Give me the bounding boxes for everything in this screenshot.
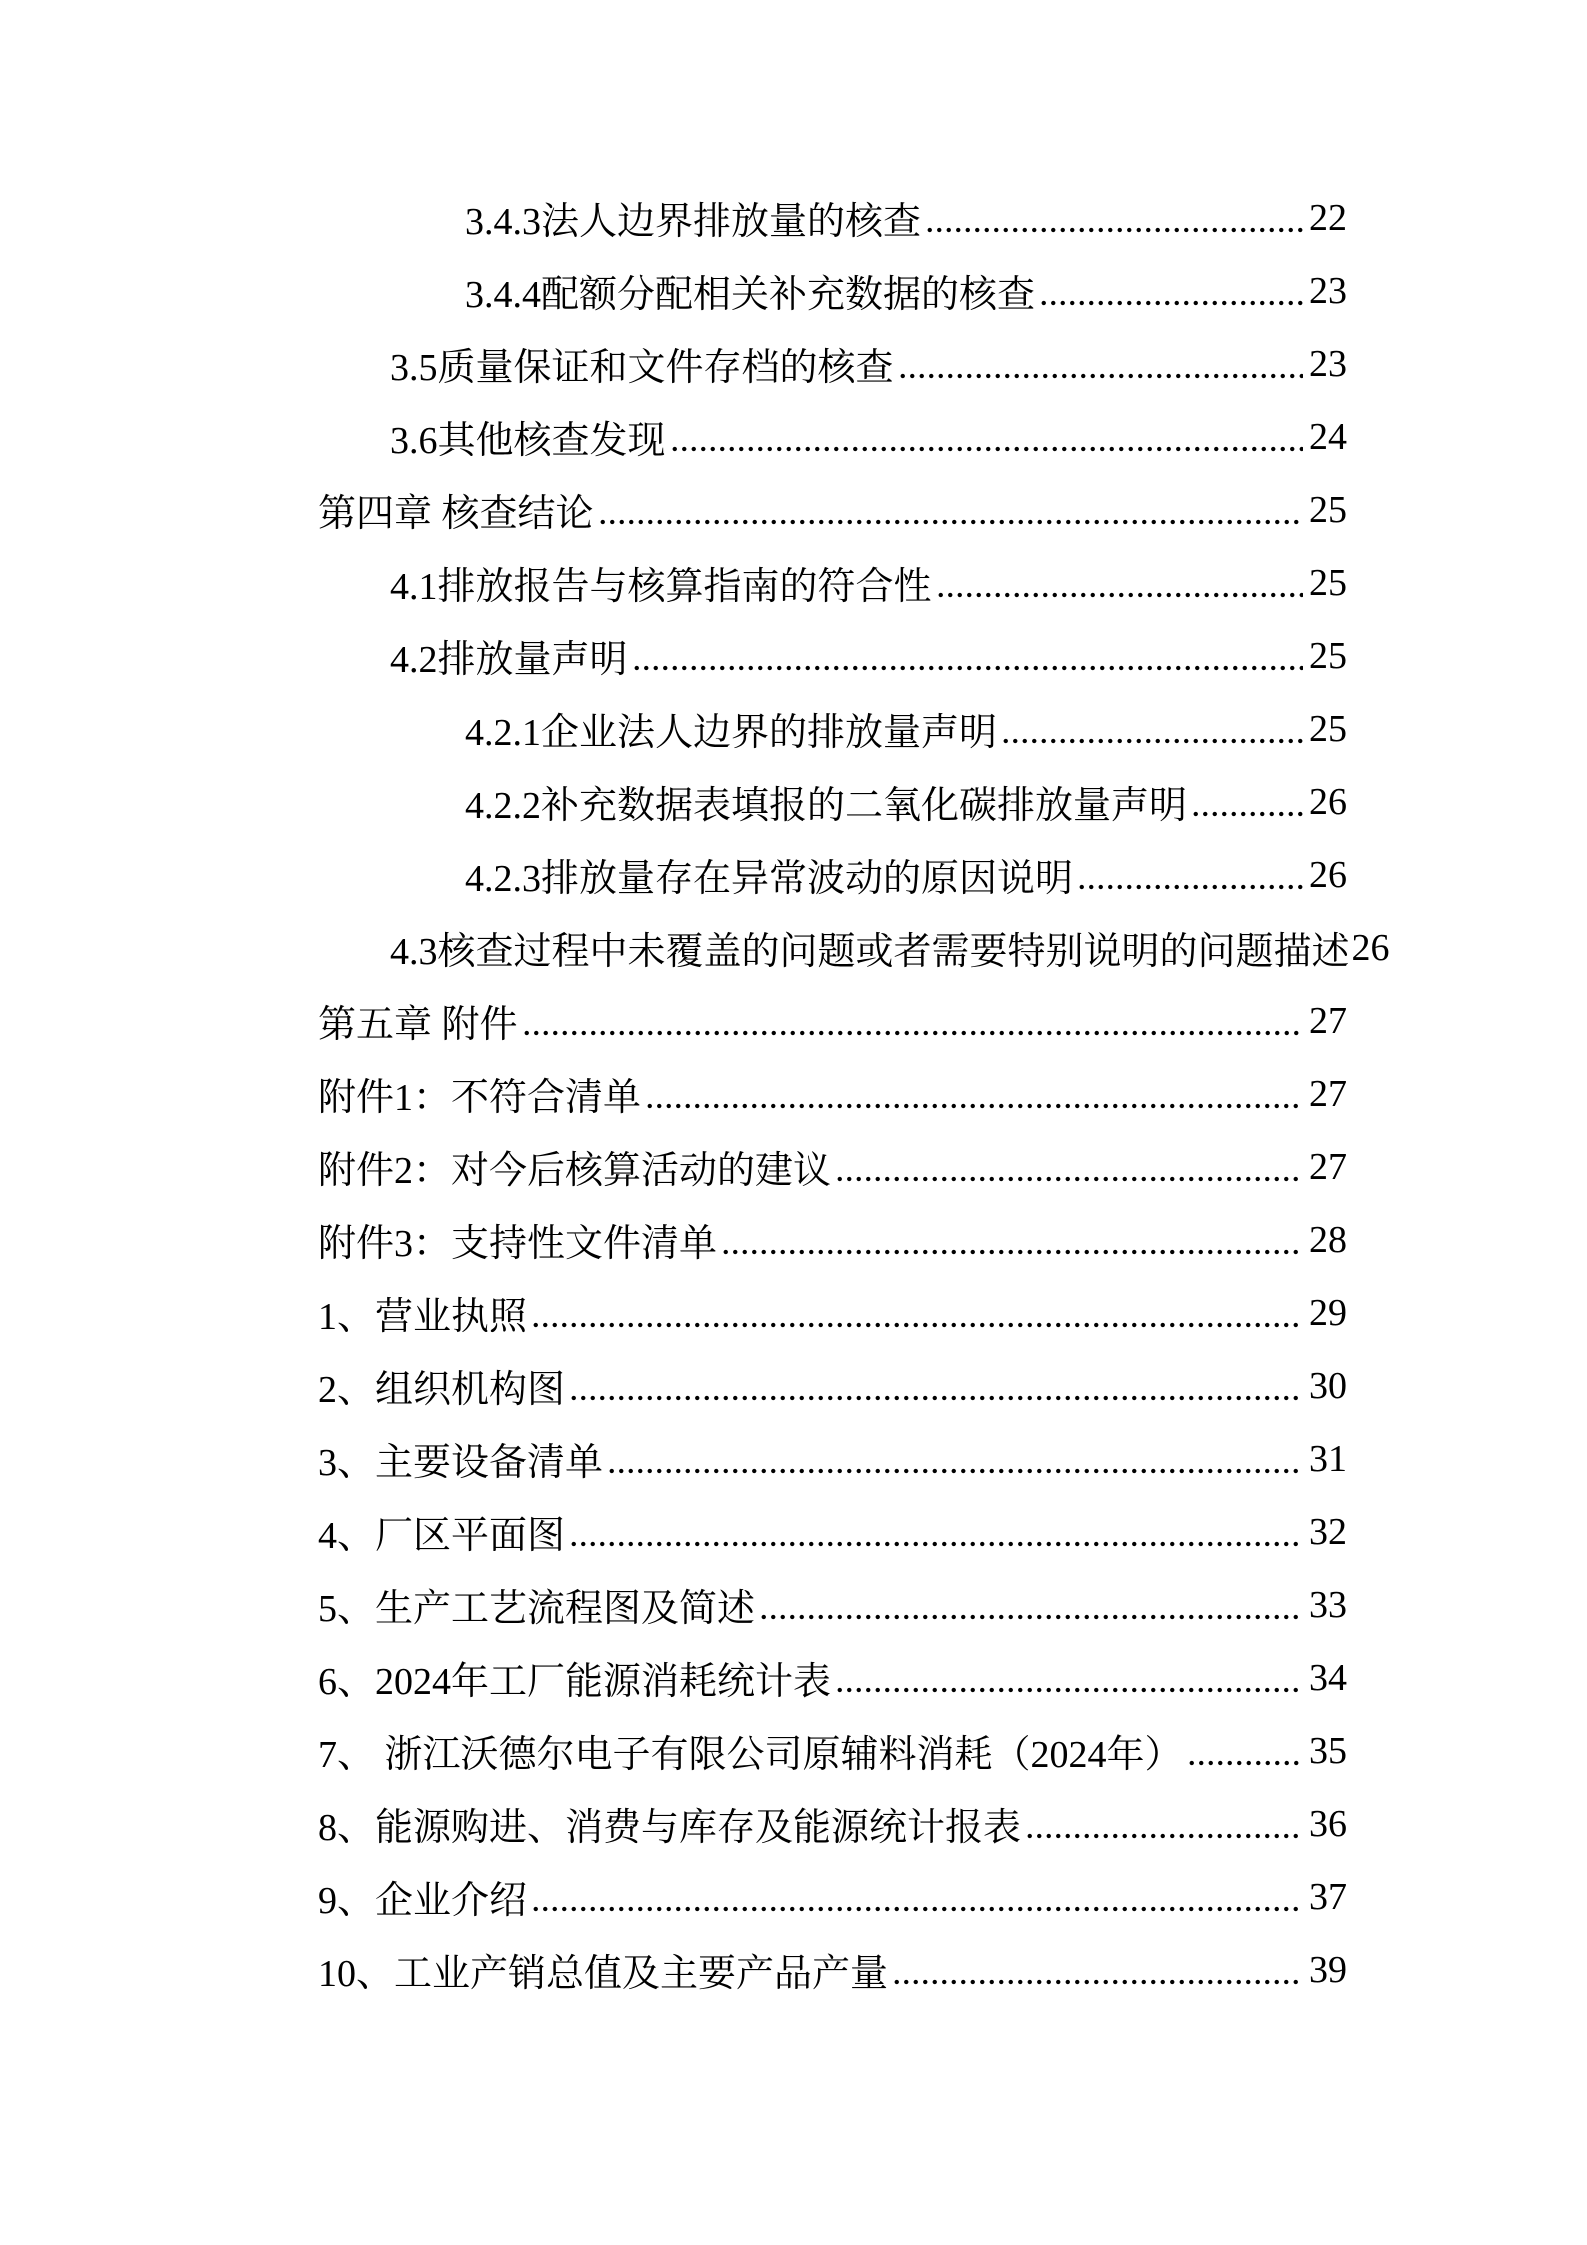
- dot-leader: [759, 1614, 1303, 1620]
- toc-entry-title: 3.4.3法人边界排放量的核查: [465, 201, 922, 243]
- toc-entry: [318, 1130, 1347, 1203]
- dot-leader: [721, 1249, 1303, 1255]
- dot-leader: [1077, 884, 1303, 890]
- toc-entry: [318, 1860, 1347, 1933]
- toc-entry-page: 28: [1309, 1218, 1347, 1261]
- toc-entry-title: 4.1排放报告与核算指南的符合性: [390, 566, 932, 608]
- toc-entry-page: 36: [1309, 1802, 1347, 1845]
- dot-leader: [1039, 300, 1303, 306]
- toc-entry-title: 4.2.1企业法人边界的排放量声明: [465, 712, 998, 754]
- toc-entry-title: 3.5质量保证和文件存档的核查: [390, 347, 894, 389]
- toc-entry-title: 8、能源购进、消费与库存及能源统计报表: [318, 1807, 1022, 1849]
- toc-entry-page: 31: [1309, 1437, 1347, 1480]
- toc-entry-page: 23: [1309, 269, 1347, 312]
- toc-entry-page: 26: [1309, 780, 1347, 823]
- dot-leader: [1001, 738, 1303, 744]
- toc-entry: [318, 1714, 1347, 1787]
- toc-entry: [318, 1057, 1347, 1130]
- dot-leader: [1025, 1833, 1303, 1839]
- toc-entry-title: 4.2排放量声明: [390, 639, 628, 681]
- toc-entry-page: 25: [1309, 707, 1347, 750]
- toc-entry-page: 22: [1309, 196, 1347, 239]
- toc-entry-page: 27: [1309, 1145, 1347, 1188]
- toc-entry-title: 4.2.3排放量存在异常波动的原因说明: [465, 858, 1074, 900]
- toc-entry-page: 23: [1309, 342, 1347, 385]
- toc-entry-title: 第四章 核查结论: [318, 493, 594, 535]
- toc-entry-page: 34: [1309, 1656, 1347, 1699]
- toc-entry-page: 27: [1309, 1072, 1347, 1115]
- dot-leader: [645, 1103, 1303, 1109]
- dot-leader: [531, 1906, 1303, 1912]
- dot-leader: [898, 373, 1303, 379]
- dot-leader: [936, 592, 1303, 598]
- toc-entry: [390, 911, 1390, 984]
- toc-entry-title: 1、营业执照: [318, 1296, 528, 1338]
- toc-entry: [318, 1203, 1347, 1276]
- dot-leader: [892, 1979, 1303, 1985]
- toc-entry-title: 6、2024年工厂能源消耗统计表: [318, 1661, 832, 1703]
- toc-entry: [390, 619, 1347, 692]
- toc-entry-page: 27: [1309, 999, 1347, 1042]
- toc-entry-page: 29: [1309, 1291, 1347, 1334]
- toc-entry-page: 30: [1309, 1364, 1347, 1407]
- toc-list: [0, 181, 1390, 2006]
- toc-entry-page: 24: [1309, 415, 1347, 458]
- dot-leader: [835, 1687, 1303, 1693]
- toc-entry-title: 4、厂区平面图: [318, 1515, 566, 1557]
- dot-leader: [925, 227, 1303, 233]
- dot-leader: [569, 1541, 1303, 1547]
- toc-entry-page: 26: [1351, 926, 1390, 969]
- toc-entry: [318, 1495, 1347, 1568]
- toc-entry-page: 25: [1309, 488, 1347, 531]
- toc-entry-title: 附件1：不符合清单: [318, 1077, 642, 1119]
- toc-entry: [390, 400, 1347, 473]
- dot-leader: [632, 665, 1303, 671]
- toc-entry-page: 39: [1309, 1948, 1347, 1991]
- toc-entry-page: 35: [1309, 1729, 1347, 1772]
- toc-entry-title: 4.3核查过程中未覆盖的问题或者需要特别说明的问题描述: [390, 931, 1350, 973]
- dot-leader: [569, 1395, 1303, 1401]
- toc-entry-page: 25: [1309, 634, 1347, 677]
- toc-entry: [465, 181, 1347, 254]
- toc-entry: [318, 1276, 1347, 1349]
- toc-entry: [465, 254, 1347, 327]
- toc-entry: [318, 473, 1347, 546]
- toc-entry-title: 第五章 附件: [318, 1004, 518, 1046]
- toc-entry: [465, 692, 1347, 765]
- toc-entry: [318, 1422, 1347, 1495]
- toc-entry: [318, 1641, 1347, 1714]
- toc-entry-title: 3、主要设备清单: [318, 1442, 604, 1484]
- toc-entry: [390, 546, 1347, 619]
- toc-entry: [465, 765, 1347, 838]
- toc-entry-page: 37: [1309, 1875, 1347, 1918]
- toc-entry-page: 26: [1309, 853, 1347, 896]
- toc-entry-page: 32: [1309, 1510, 1347, 1553]
- toc-entry: [318, 1933, 1347, 2006]
- toc-entry-title: 2、组织机构图: [318, 1369, 566, 1411]
- toc-entry: [318, 1568, 1347, 1641]
- toc-entry-title: 附件2：对今后核算活动的建议: [318, 1150, 832, 1192]
- dot-leader: [1191, 811, 1303, 817]
- toc-entry-title: 10、工业产销总值及主要产品产量: [318, 1953, 889, 1995]
- toc-entry-title: 附件3：支持性文件清单: [318, 1223, 718, 1265]
- toc-entry-title: 7、 浙江沃德尔电子有限公司原辅料消耗（2024年）: [318, 1734, 1183, 1776]
- dot-leader: [1187, 1760, 1303, 1766]
- toc-entry: [318, 1349, 1347, 1422]
- toc-entry: [318, 984, 1347, 1057]
- toc-entry-page: 25: [1309, 561, 1347, 604]
- toc-entry-page: 33: [1309, 1583, 1347, 1626]
- dot-leader: [522, 1030, 1303, 1036]
- dot-leader: [607, 1468, 1303, 1474]
- toc-entry: [465, 838, 1347, 911]
- dot-leader: [531, 1322, 1303, 1328]
- toc-entry: [390, 327, 1347, 400]
- toc-entry-title: 4.2.2补充数据表填报的二氧化碳排放量声明: [465, 785, 1188, 827]
- toc-entry-title: 3.4.4配额分配相关补充数据的核查: [465, 274, 1036, 316]
- toc-entry-title: 3.6其他核查发现: [390, 420, 666, 462]
- dot-leader: [670, 446, 1303, 452]
- toc-entry: [318, 1787, 1347, 1860]
- dot-leader: [835, 1176, 1303, 1182]
- toc-entry-title: 9、企业介绍: [318, 1880, 528, 1922]
- toc-entry-title: 5、生产工艺流程图及简述: [318, 1588, 756, 1630]
- dot-leader: [598, 519, 1303, 525]
